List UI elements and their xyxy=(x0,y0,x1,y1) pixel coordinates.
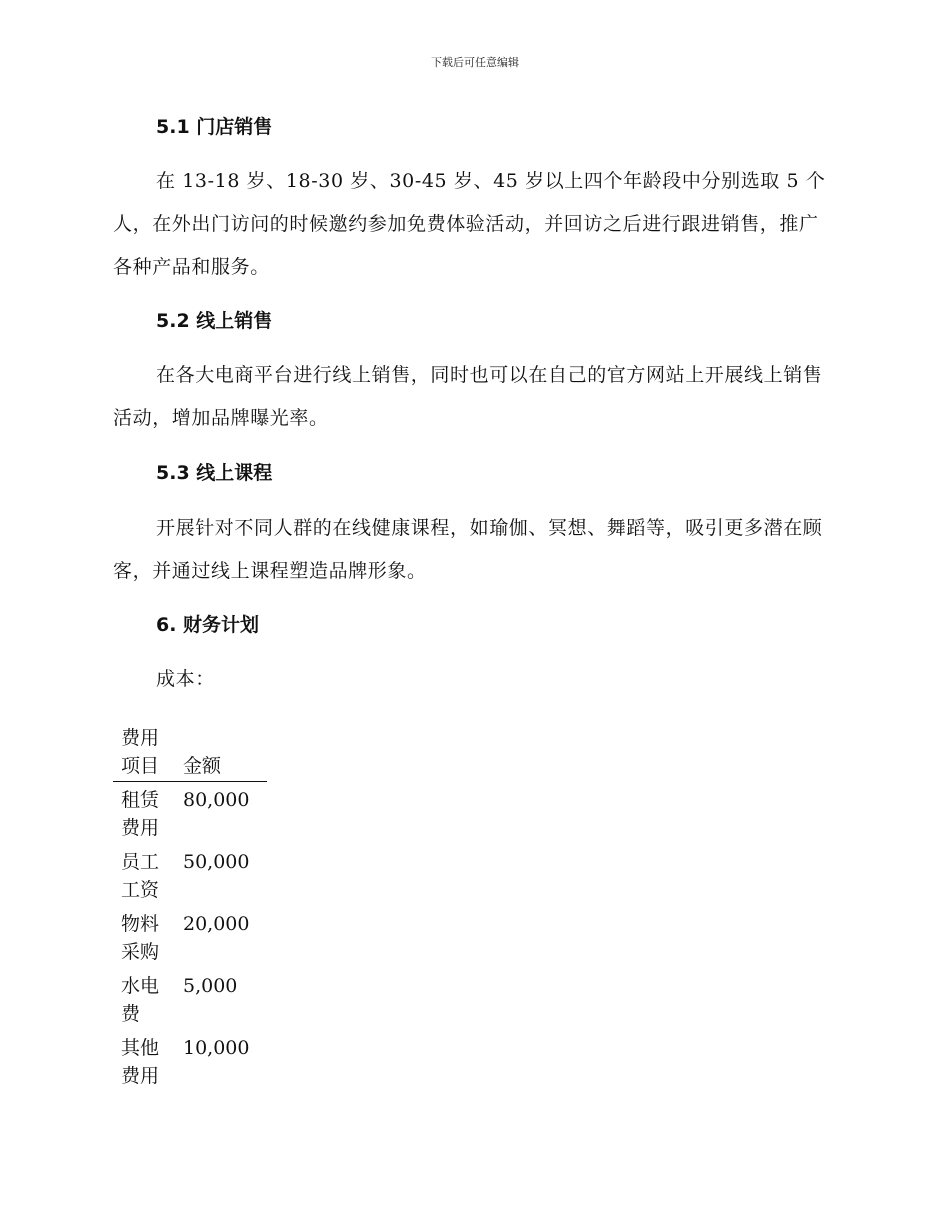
cell-item: 员工工资 xyxy=(121,851,160,901)
cell-amount: 20,000 xyxy=(183,913,250,935)
section-heading-store-sales: 5.1 门店销售 xyxy=(156,116,273,138)
cost-table xyxy=(113,724,267,1092)
section-heading-online-sales: 5.2 线上销售 xyxy=(156,310,273,332)
page-header: 下载后可任意编辑 xyxy=(431,56,519,69)
cell-amount: 80,000 xyxy=(183,789,250,811)
column-header-item: 费用项目 xyxy=(113,724,175,782)
section-heading-financial-plan: 6. 财务计划 xyxy=(156,614,260,636)
table-row xyxy=(113,1030,267,1092)
table-row xyxy=(113,968,267,1030)
cell-amount: 5,000 xyxy=(183,975,238,997)
table-row xyxy=(113,782,267,845)
column-header-amount: 金额 xyxy=(175,724,267,782)
cell-amount: 50,000 xyxy=(183,851,250,873)
cost-label: 成本： xyxy=(156,668,215,690)
table-header-row xyxy=(113,724,267,782)
section-body-online-sales: 在各大电商平台进行线上销售，同时也可以在自己的官方网站上开展线上销售活动，增加品牌曝光率。 xyxy=(113,364,823,429)
cell-amount: 10,000 xyxy=(183,1037,250,1059)
section-body-store-sales: 在 13-18 岁、18-30 岁、30-45 岁、45 岁以上四个年龄段中分别选取 5 个人，在外出门访问的时候邀约参加免费体验活动，并回访之后进行跟进销售，推广各种产品和服务。 xyxy=(113,170,826,278)
cell-item: 物料采购 xyxy=(121,913,160,963)
table-row xyxy=(113,844,267,906)
cell-item: 水电费 xyxy=(121,975,160,1025)
cell-item: 租赁费用 xyxy=(121,789,160,839)
cell-item: 其他费用 xyxy=(121,1037,160,1087)
section-heading-online-courses: 5.3 线上课程 xyxy=(156,462,273,484)
section-body-online-courses: 开展针对不同人群的在线健康课程，如瑜伽、冥想、舞蹈等，吸引更多潜在顾客，并通过线上课程塑造品牌形象。 xyxy=(113,517,823,582)
table-row xyxy=(113,906,267,968)
